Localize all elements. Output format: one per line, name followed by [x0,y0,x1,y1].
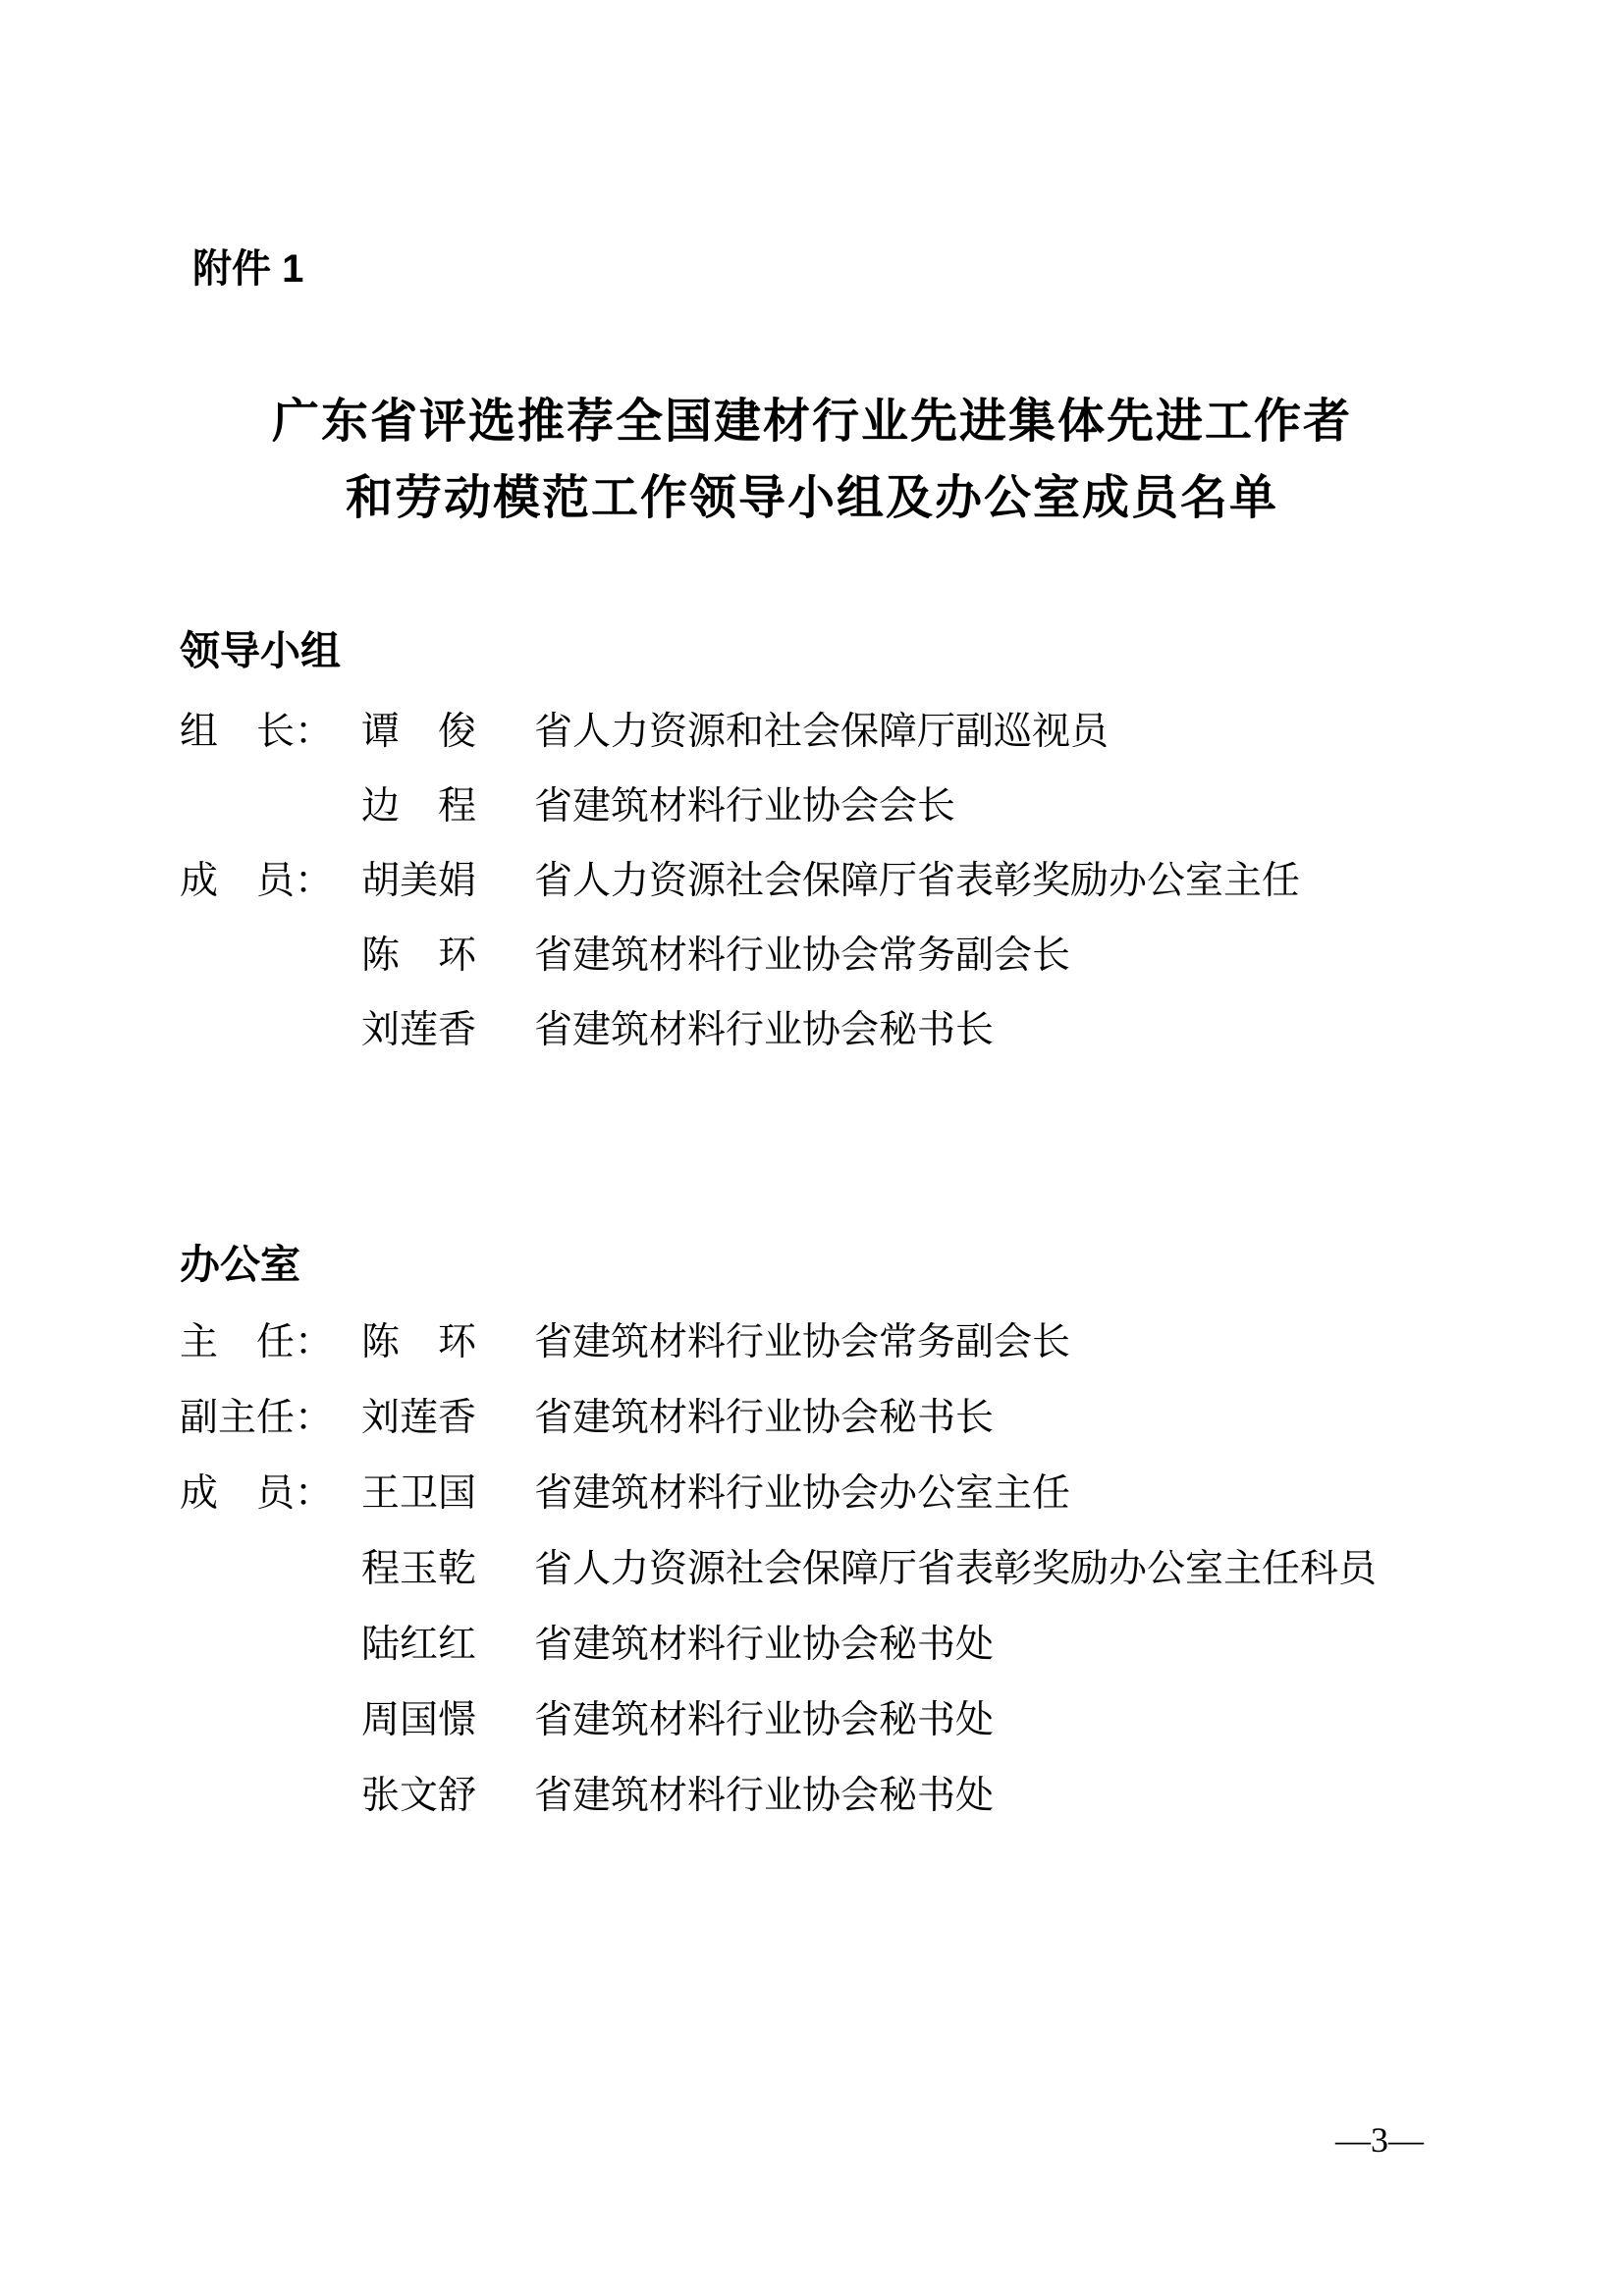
member-name: 王卫国 [361,1472,477,1515]
attachment-label: 附件 1 [192,247,304,291]
member-name: 程玉乾 [361,1548,477,1590]
member-title: 省建筑材料行业协会秘书处 [534,1624,995,1666]
member-name: 周国憬 [361,1699,477,1741]
member-title: 省建筑材料行业协会秘书长 [534,1397,995,1439]
member-name: 张文舒 [361,1775,477,1817]
member-row [0,1700,1624,1739]
office-member-list [0,1322,1624,1851]
member-row [0,1322,1624,1362]
member-name: 陈 环 [361,1321,477,1363]
member-name: 胡美娟 [361,860,477,902]
member-row [0,1776,1624,1815]
member-title: 省建筑材料行业协会秘书处 [534,1699,995,1741]
member-title: 省建筑材料行业协会常务副会长 [534,934,1071,977]
document-title-line-1: 广东省评选推荐全国建材行业先进集体先进工作者 [271,396,1352,448]
leading-group-heading: 领导小组 [180,628,341,673]
member-name: 刘莲香 [361,1009,477,1051]
member-name: 陆红红 [361,1624,477,1666]
member-title: 省建筑材料行业协会办公室主任 [534,1472,1071,1515]
member-name: 谭 俊 [361,711,477,753]
member-row [0,861,1624,900]
member-name: 陈 环 [361,934,477,977]
document-title-line-2: 和劳动模范工作领导小组及办公室成员名单 [345,472,1278,524]
member-title: 省人力资源社会保障厅省表彰奖励办公室主任 [534,860,1301,902]
member-name: 边 程 [361,785,477,828]
member-title: 省建筑材料行业协会会长 [534,785,956,828]
member-row [0,1625,1624,1664]
member-row [0,1398,1624,1437]
office-heading: 办公室 [180,1242,300,1287]
role-label: 成 员： [180,1472,334,1515]
member-name: 刘莲香 [361,1397,477,1439]
member-row [0,1549,1624,1588]
member-title: 省建筑材料行业协会秘书长 [534,1009,995,1051]
page-number: —3— [1335,2120,1424,2160]
role-label: 副主任： [180,1397,334,1439]
role-label: 主 任： [180,1321,334,1363]
member-row [0,935,1624,975]
leading-group-member-list [0,712,1624,1085]
member-title: 省建筑材料行业协会秘书处 [534,1775,995,1817]
role-label: 成 员： [180,860,334,902]
member-row [0,1473,1624,1513]
member-row [0,786,1624,826]
role-label: 组 长： [180,711,334,753]
member-title: 省人力资源和社会保障厅副巡视员 [534,711,1110,753]
member-title: 省人力资源社会保障厅省表彰奖励办公室主任科员 [534,1548,1378,1590]
member-row [0,712,1624,751]
member-row [0,1010,1624,1049]
member-title: 省建筑材料行业协会常务副会长 [534,1321,1071,1363]
